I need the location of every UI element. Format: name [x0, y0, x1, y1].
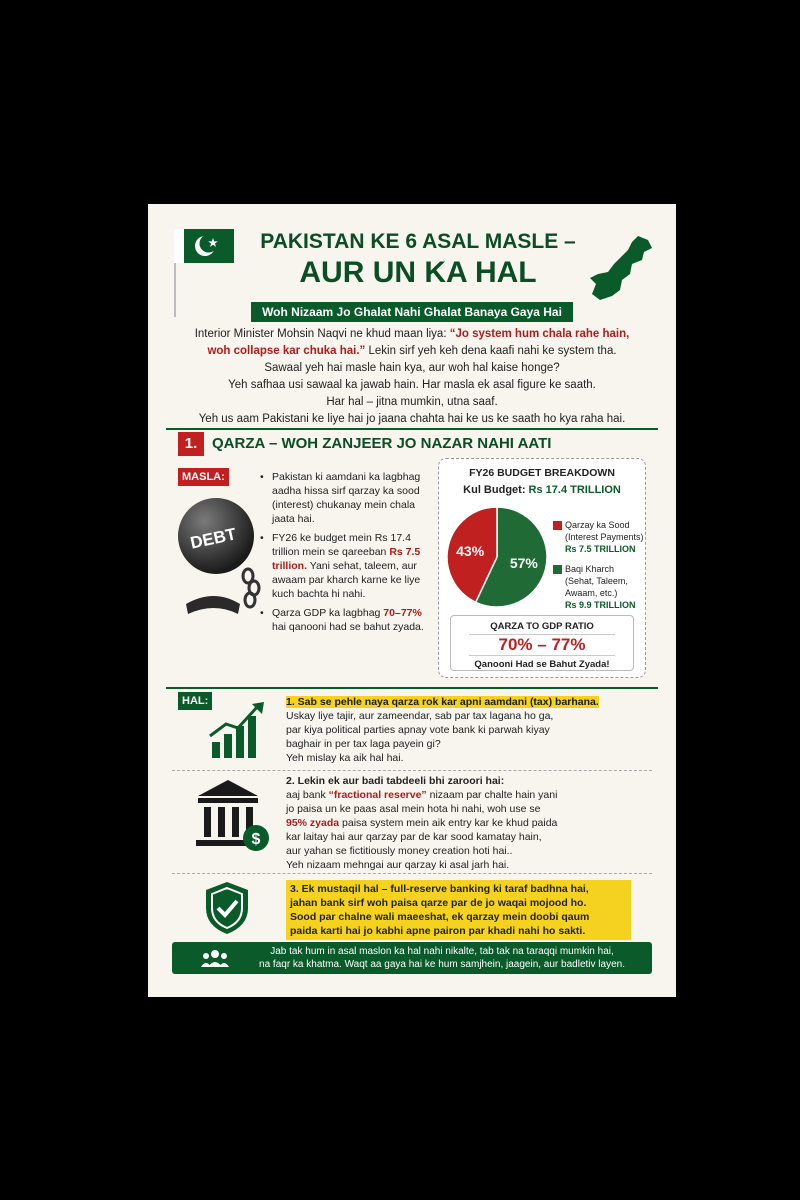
- hal1-line4: Yeh mislay ka aik hal hai.: [286, 752, 404, 764]
- shield-check-icon: [202, 880, 252, 936]
- masla-bullet-3: [258, 606, 432, 634]
- hal-item-2: [286, 774, 622, 872]
- footer-banner: [172, 942, 652, 974]
- legend-sood-value: Rs 7.5 TRILLION: [565, 544, 636, 554]
- legend-baqi: [565, 563, 645, 611]
- masla-b3-red: 70–77%: [383, 607, 422, 619]
- hal2-l1b: nizaam par chalte hain yani: [426, 789, 558, 801]
- masla-b2-b: Yani sehat, taleem, aur awaam par kharch karne ke liye kuch bachta hi nahi.: [272, 560, 421, 600]
- people-icon: [200, 948, 230, 968]
- intro-line1a: Interior Minister Mohsin Naqvi ne khud maan liya:: [194, 328, 450, 340]
- legend-baqi-value: Rs 9.9 TRILLION: [565, 600, 636, 610]
- masla-b3-b: hai qanooni had se bahut zyada.: [272, 621, 424, 633]
- masla-b1-text: Pakistan ki aamdani ka lagbhag aadha hissa sirf qarzay ka sood (interest) chukanay mein chala jaata hai.: [272, 471, 421, 525]
- divider: [166, 687, 658, 689]
- budget-total-label: Kul Budget:: [463, 484, 529, 496]
- intro-line5: Har hal – jitna mumkin, utna saaf.: [326, 396, 498, 408]
- ratio-value: 70% – 77%: [469, 634, 615, 656]
- hal2-line4: kar laitay hai aur qarzay par de kar sood kamatay hain,: [286, 831, 542, 843]
- dashed-divider: [172, 873, 652, 874]
- pie-label-baqi: 57%: [509, 554, 538, 571]
- hal2-line5: aur yahan se fictitiously money creation hoti hai..: [286, 845, 513, 857]
- growth-chart-icon: [206, 700, 268, 762]
- legend-baqi-label: Baqi Kharch: [565, 564, 615, 574]
- hal2-l3b: paisa system mein aik entry kar ke khud paida: [339, 817, 558, 829]
- ratio-title: QARZA TO GDP RATIO: [490, 621, 594, 632]
- dashed-divider: [172, 770, 652, 771]
- hal1-title: 1. Sab se pehle naya qarza rok kar apni aamdani (tax) barhana.: [286, 696, 599, 708]
- hal3-line3: Sood par chalne wali maeeshat, ek qarzay mein doobi qaum: [290, 911, 590, 923]
- hal2-fractional: “fractional reserve”: [328, 789, 427, 801]
- legend-swatch-baqi: [553, 565, 562, 574]
- hal-tag: HAL:: [178, 692, 212, 710]
- masla-bullet-2: [258, 531, 432, 601]
- pie-label-sood: 43%: [456, 543, 485, 560]
- intro-line2b: Lekin sirf yeh keh dena kaafi nahi ke system tha.: [365, 345, 617, 357]
- hal1-line3: baghair in per tax laga payein gi?: [286, 738, 441, 750]
- footer-line1: Jab tak hum in asal maslon ka hal nahi nikalte, tab tak na taraqqi mumkin hai,: [270, 946, 614, 957]
- intro-line3: Sawaal yeh hai masle hain kya, aur woh hal kaise honge?: [264, 362, 560, 374]
- masla-b3-a: Qarza GDP ka lagbhag: [272, 607, 384, 619]
- hal3-highlight: [286, 880, 631, 940]
- hal1-line1: Uskay liye tajir, aur zameendar, sab par tax lagana ho ga,: [286, 710, 554, 722]
- bank-icon: [194, 778, 272, 858]
- hal3-line1: 3. Ek mustaqil hal – full-reserve banking ki taraf badhna hai,: [290, 883, 589, 895]
- legend-sood-sub: (Interest Payments): [565, 532, 644, 542]
- hal2-title: 2. Lekin ek aur badi tabdeeli bhi zaroori hai:: [286, 775, 505, 787]
- gdp-ratio-box: [450, 615, 634, 671]
- hal1-line2: par kiya political parties apnay vote bank ki parwah kiyay: [286, 724, 550, 736]
- footer-text: [242, 945, 642, 971]
- ratio-note: Qanooni Had se Bahut Zyada!: [474, 659, 610, 670]
- masla-b2-red: Rs 7.5 trillion.: [272, 546, 421, 572]
- poster-title-line1: PAKISTAN KE 6 ASAL MASLE –: [260, 230, 576, 253]
- hal-item-3: [286, 880, 631, 940]
- section-number: 1.: [178, 432, 204, 456]
- legend-baqi-sub1: (Sehat, Taleem,: [565, 576, 628, 586]
- legend-sood: [565, 519, 645, 555]
- intro-text: [168, 326, 656, 428]
- pakistan-flag-icon: [174, 229, 234, 263]
- legend-sood-label: Qarzay ka Sood: [565, 520, 630, 530]
- masla-bullets: [258, 470, 432, 639]
- masla-bullet-1: [258, 470, 432, 526]
- poster-title-line2: AUR UN KA HAL: [299, 256, 537, 289]
- intro-line6: Yeh us aam Pakistani ke liye hai jo jaana chahta hai ke us ke saath ho kya raha hai.: [198, 413, 626, 425]
- section-title: QARZA – WOH ZANJEER JO NAZAR NAHI AATI: [212, 435, 552, 452]
- intro-quote2: woh collapse kar chuka hai.”: [207, 345, 366, 357]
- hal2-line6: Yeh nizaam mehngai aur qarzay ki asal jarh hai.: [286, 859, 510, 871]
- hal3-line4: paida karti hai jo kabhi apne pairon par khadi nahi ho sakti.: [290, 925, 586, 937]
- poster: [148, 204, 676, 997]
- budget-pie-chart: [445, 505, 549, 609]
- hal2-l1a: aaj bank: [286, 789, 329, 801]
- budget-total-value: Rs 17.4 TRILLION: [528, 484, 621, 496]
- budget-title: FY26 BUDGET BREAKDOWN: [469, 467, 615, 479]
- hal2-95: 95% zyada: [286, 817, 340, 829]
- subtitle-banner: Woh Nizaam Jo Ghalat Nahi Ghalat Banaya Gaya Hai: [251, 302, 573, 322]
- masla-tag: MASLA:: [178, 468, 229, 486]
- debt-ball-label: DEBT: [188, 524, 238, 553]
- svg-text:$: $: [251, 831, 261, 848]
- footer-line2: na faqr ka khatma. Waqt aa gaya hai ke hum samjhein, jaagein, aur badletiv layen.: [259, 959, 625, 970]
- legend-baqi-sub2: Awaam, etc.): [565, 588, 618, 598]
- hal2-line2: jo paisa un ke paas asal mein hota hi nahi, woh use se: [286, 803, 541, 815]
- divider: [166, 428, 658, 430]
- hal-item-1: [286, 695, 622, 765]
- pakistan-map-icon: [586, 234, 656, 302]
- intro-quote1: “Jo system hum chala rahe hain,: [449, 328, 630, 340]
- debt-ball-chain-icon: [174, 492, 270, 622]
- budget-total: [439, 484, 645, 496]
- legend-swatch-sood: [553, 521, 562, 530]
- masla-b2-a: FY26 ke budget mein Rs 17.4 trillion mein se qareeban: [272, 532, 411, 558]
- hal3-line2: jahan bank sirf woh paisa qarze par de jo waqai mojood ho.: [290, 897, 587, 909]
- intro-line4: Yeh safhaa usi sawaal ka jawab hain. Har masla ek asal figure ke saath.: [228, 379, 596, 391]
